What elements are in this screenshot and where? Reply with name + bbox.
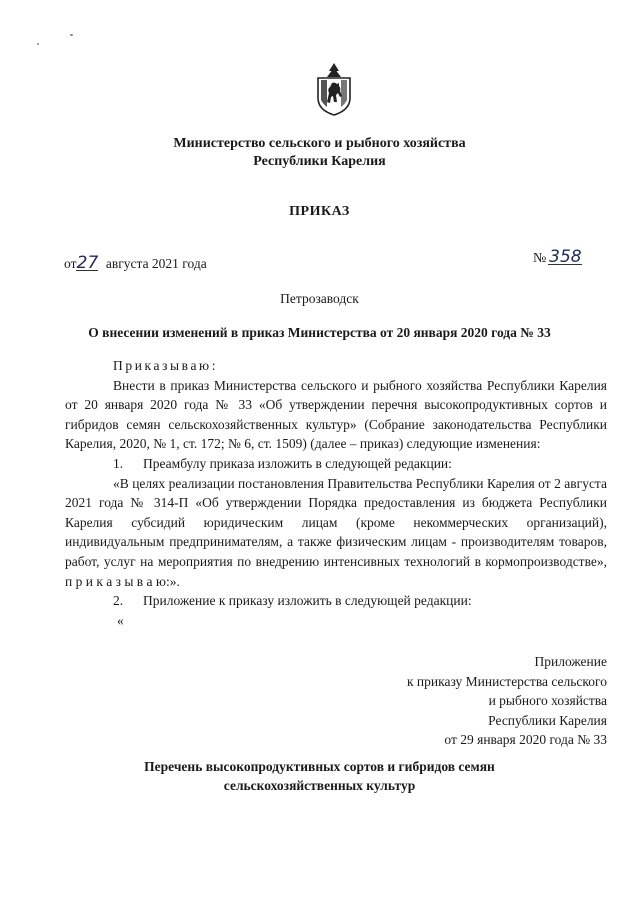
- date-month-year: августа 2021 года: [105, 256, 207, 271]
- list-title: [0, 757, 639, 795]
- scan-speck: [70, 34, 73, 36]
- item-text: Приложение к приказу изложить в следующей редакции:: [143, 593, 472, 609]
- list-title-line: сельскохозяйственных культур: [223, 778, 416, 793]
- list-title-line: Перечень высокопродуктивных сортов и гибридов семян: [144, 759, 495, 774]
- order-body: [65, 356, 607, 630]
- appendix-line: и рыбного хозяйства: [488, 693, 607, 708]
- appendix-line: Приложение: [534, 654, 607, 669]
- date-prefix: от: [64, 256, 77, 271]
- item-text: Преамбулу приказа изложить в следующей редакции:: [143, 455, 452, 471]
- intro-rest: Карелия от 20 января 2020 года № 33 «Об утверждении перечня высокопродуктивных сортов и гибридов семян сельскохозяйственных культур» (Собрание законодательства Республики Карелия, 2020, № 1, ст. 172; № 6, ст. 1509) (далее – приказ) следующие изменения:: [65, 377, 608, 452]
- appendix-block: [407, 652, 607, 750]
- number-sign: №: [533, 251, 547, 266]
- scan-speck: [37, 43, 39, 45]
- order-subject: О внесении изменений в приказ Министерства от 20 января 2020 года № 33: [88, 325, 551, 340]
- item-number: 1.: [113, 455, 124, 471]
- opening-quote: «: [117, 612, 124, 628]
- appendix-line: к приказу Министерства сельского: [406, 673, 607, 689]
- ministry-name-line: Республики Карелия: [253, 154, 386, 169]
- ministry-name: [0, 135, 639, 171]
- karelia-coat-of-arms-icon: [314, 62, 354, 116]
- item-number: 2.: [113, 593, 124, 609]
- appendix-line: Республики Карелия: [488, 712, 607, 728]
- intro-paragraph: [65, 376, 607, 454]
- date-day-handwritten: 27: [76, 253, 99, 273]
- ministry-name-line: Министерство сельского и рыбного хозяйства: [173, 136, 466, 151]
- list-item-1: [65, 454, 607, 474]
- order-number: [533, 247, 582, 267]
- preamble-quote: «В целях реализации постановления Правительства Республики Карелия от 2 августа 2021 года № 314-П «Об утверждении Порядка предоставления из бюджета Республики Карелия субсидий юридическим лицам (кроме некоммерческих организаций), индивидуальным предпринимателям, а также физическим лицам - производителям товаров, работ, услуг на мероприятия по внедрению интенсивных технологий в кормопроизводстве», п р и к а з ы в а ю:».: [65, 475, 607, 589]
- appendix-line: от 29 января 2020 года № 33: [444, 732, 607, 747]
- decree-word: Приказываю:: [113, 358, 219, 373]
- order-date: [64, 253, 207, 273]
- order-title: ПРИКАЗ: [289, 204, 350, 219]
- intro-first: Внести в приказ Министерства сельского и рыбного хозяйства Республики: [113, 377, 555, 393]
- number-value-handwritten: 358: [549, 247, 582, 267]
- list-item-2: [65, 591, 607, 611]
- city: Петрозаводск: [280, 291, 359, 306]
